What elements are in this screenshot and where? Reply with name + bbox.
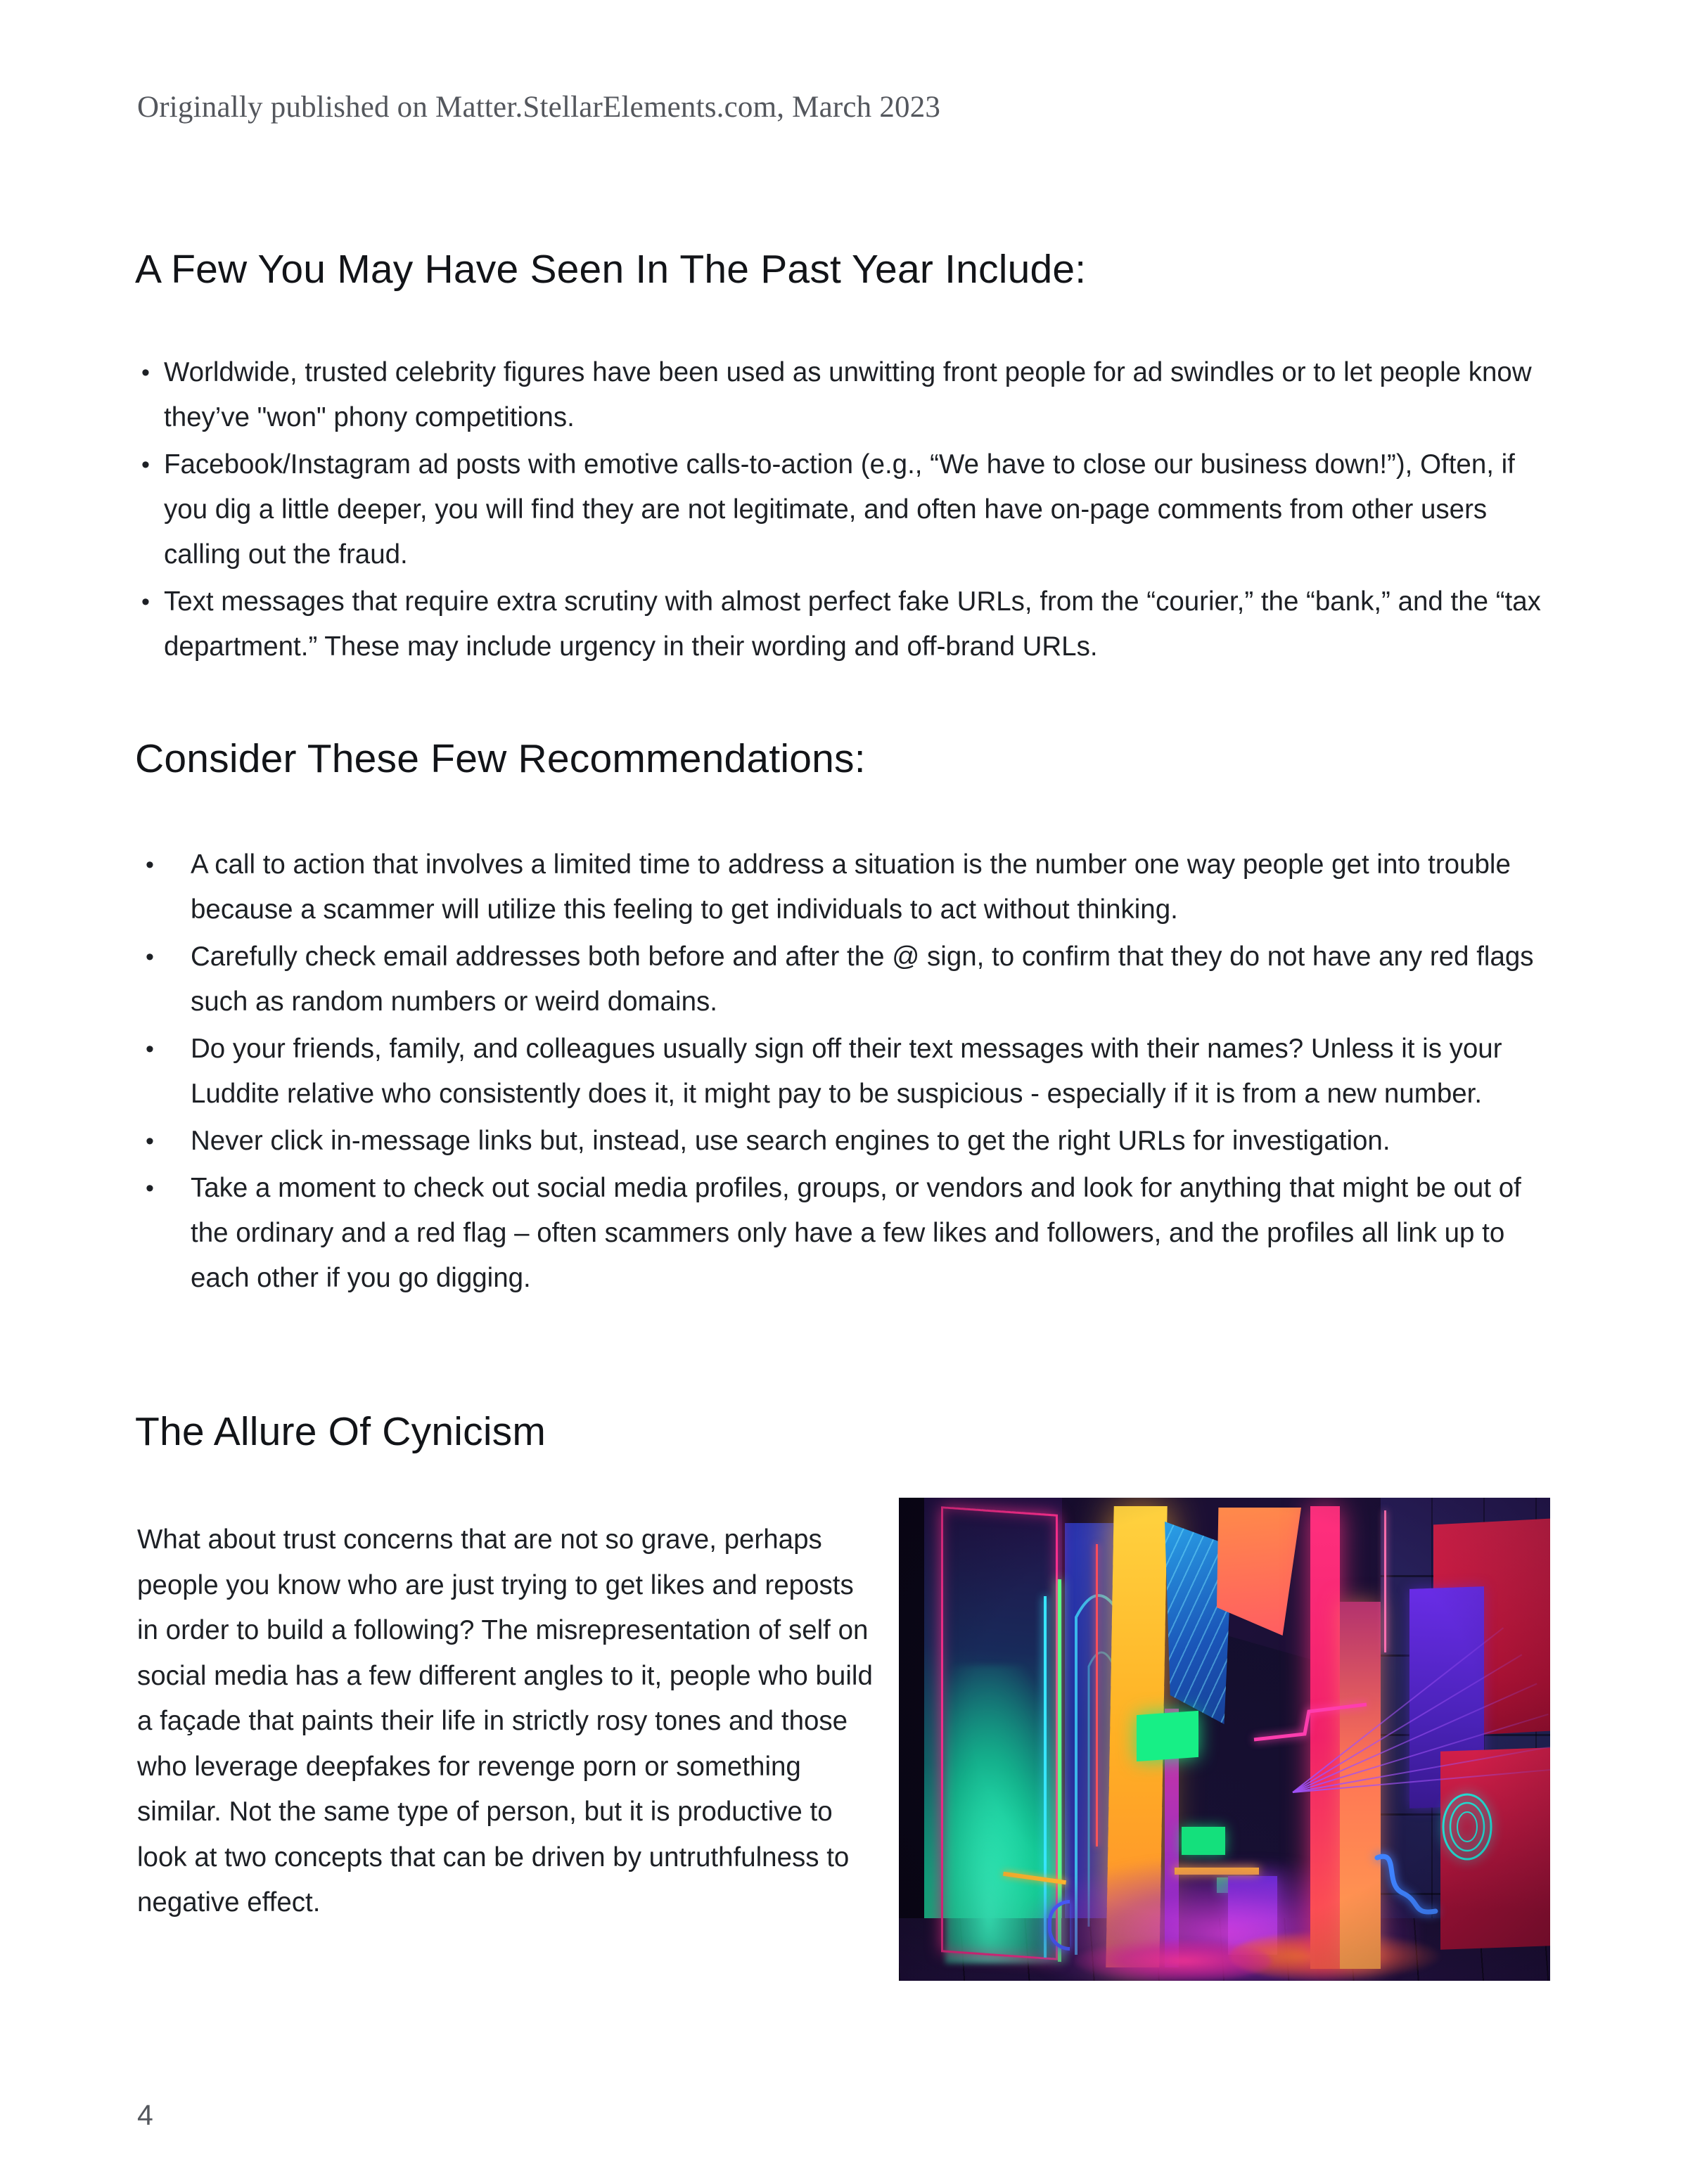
list-item: • Text messages that require extra scrutiny with almost perfect fake URLs, from the “courier,” the “bank,” and the “tax department.” These may include urgency in their wording and off-brand URLs.	[137, 579, 1559, 669]
neon-corridor-image	[899, 1498, 1550, 1981]
list-item: • Worldwide, trusted celebrity figures have been used as unwitting front people for ad swindles or to let people know they’ve "won" phony competitions.	[137, 350, 1559, 440]
list-item: • Facebook/Instagram ad posts with emotive calls-to-action (e.g., “We have to close our business down!”), Often, if you dig a little deeper, you will find they are not legitimate, and often have on-page comments from other users calling out the fraud.	[137, 442, 1559, 577]
recommendations-list	[137, 842, 1559, 1303]
list-item: • Carefully check email addresses both before and after the @ sign, to confirm that they do not have any red flags such as random numbers or weird domains.	[137, 934, 1559, 1024]
section-heading-cynicism: The Allure Of Cynicism	[135, 1409, 546, 1454]
list-item: • Take a moment to check out social media profiles, groups, or vendors and look for anything that might be out of the ordinary and a red flag – often scammers only have a few likes and followers, and the profiles all link up to each other if you go digging.	[137, 1166, 1559, 1301]
page-number: 4	[137, 2099, 153, 2131]
image-shape-vignette	[899, 1498, 1550, 1981]
list-item: • A call to action that involves a limited time to address a situation is the number one way people get into trouble because a scammer will utilize this feeling to get individuals to act without thinking.	[137, 842, 1559, 932]
seen-list	[137, 350, 1559, 672]
published-line: Originally published on Matter.StellarElements.com, March 2023	[137, 91, 941, 124]
list-item: • Do your friends, family, and colleagues usually sign off their text messages with their names? Unless it is your Luddite relative who consistently does it, it might pay to be suspicious - especially if it is from a new number.	[137, 1027, 1559, 1117]
section-heading-recommendations: Consider These Few Recommendations:	[135, 736, 866, 781]
section-heading-seen: A Few You May Have Seen In The Past Year Include:	[135, 247, 1087, 292]
list-item: • Never click in-message links but, instead, use search engines to get the right URLs for investigation.	[137, 1119, 1559, 1164]
body-paragraph: What about trust concerns that are not so grave, perhaps people you know who are just trying to get likes and reposts in order to build a following? The misrepresentation of self on social media has a few different angles to it, people who build a façade that paints their life in strictly rosy tones and those who leverage deepfakes for revenge porn or something similar. Not the same type of person, but it is productive to look at two concepts that can be driven by untruthfulness to negative effect.	[137, 1524, 873, 1918]
